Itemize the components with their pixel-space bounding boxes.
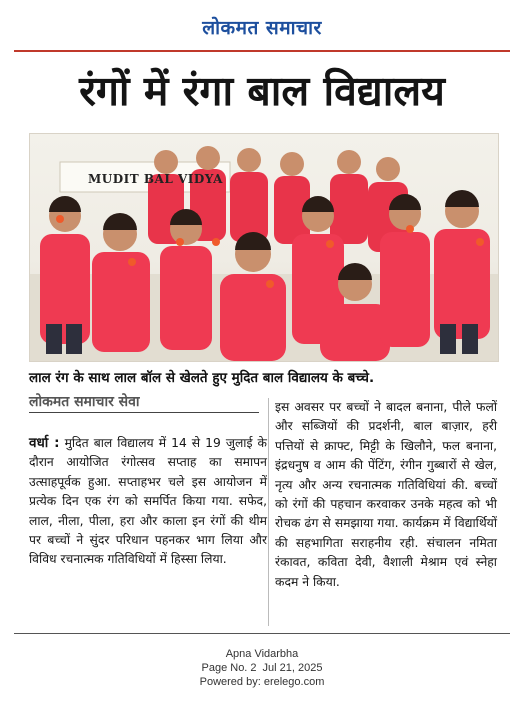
news-photo xyxy=(29,133,499,362)
byline-rule xyxy=(29,412,259,413)
masthead: लोकमत समाचार xyxy=(202,17,322,39)
footer-page-label: Page No. 2 xyxy=(201,662,257,674)
school-banner-text: MUDIT BAL VIDYA xyxy=(88,172,223,186)
right-column-text: इस अवसर पर बच्चों ने बादल बनाना, पीले फलों और सब्जियों की प्रदर्शनी, बाल बाज़ार, हरी पत्तियों से क्राफ्ट, मिट्टी के खिलौने, फल बनाना, इंद्रधनुष व आम की पेंटिंग, रंगीन गुब्बारों से खेल, नृत्य और अन्य रचनात्मक गतिविधियां की. बच्चों को रंगों की पहचान करवाकर उनके महत्व को भी रोचक ढंग से समझाया गया. कार्यक्रम में विद्यार्थियों की सहभागिता सराहनीय रही. संचालन नमिता रंकावत, कविता देवी, वैशाली मेश्राम एवं स्नेहा कदम ने किया. xyxy=(275,400,497,589)
footer-powered-by[interactable]: Powered by: erelego.com xyxy=(199,676,325,688)
bottom-rule xyxy=(14,633,510,634)
photo-caption: लाल रंग के साथ लाल बॉल से खेलते हुए मुदित बाल विद्यालय के बच्चे. xyxy=(29,370,375,386)
byline: लोकमत समाचार सेवा xyxy=(29,394,140,410)
footer-publication: Apna Vidarbha xyxy=(225,648,299,660)
dateline: वर्धा : xyxy=(29,435,60,451)
footer-page-date xyxy=(0,661,524,675)
masthead-rule xyxy=(14,50,510,52)
article-left-column xyxy=(29,434,267,570)
column-divider xyxy=(268,398,269,626)
left-column-text: मुदित बाल विद्यालय में 14 से 19 जुलाई के दौरान आयोजित रंगोत्सव सप्ताह का समापन उत्साहपूर्वक हुआ. सप्ताहभर चले इस आयोजन में प्रत्येक दिन एक रंग को समर्पित किया गया. सफेद, लाल, नीला, पीला, हरा और काला इन रंगों की थीम पर बच्चों ने सुंदर परिधान पहनकर भाग लिया और विविध रचनात्मक गतिविधियों में हिस्सा लिया. xyxy=(29,436,267,567)
footer-date: Jul 21, 2025 xyxy=(262,662,323,674)
children-photo-illustration xyxy=(30,134,498,361)
headline: रंगों में रंगा बाल विद्यालय xyxy=(79,67,445,115)
footer xyxy=(0,647,524,689)
article-right-column xyxy=(275,398,497,592)
